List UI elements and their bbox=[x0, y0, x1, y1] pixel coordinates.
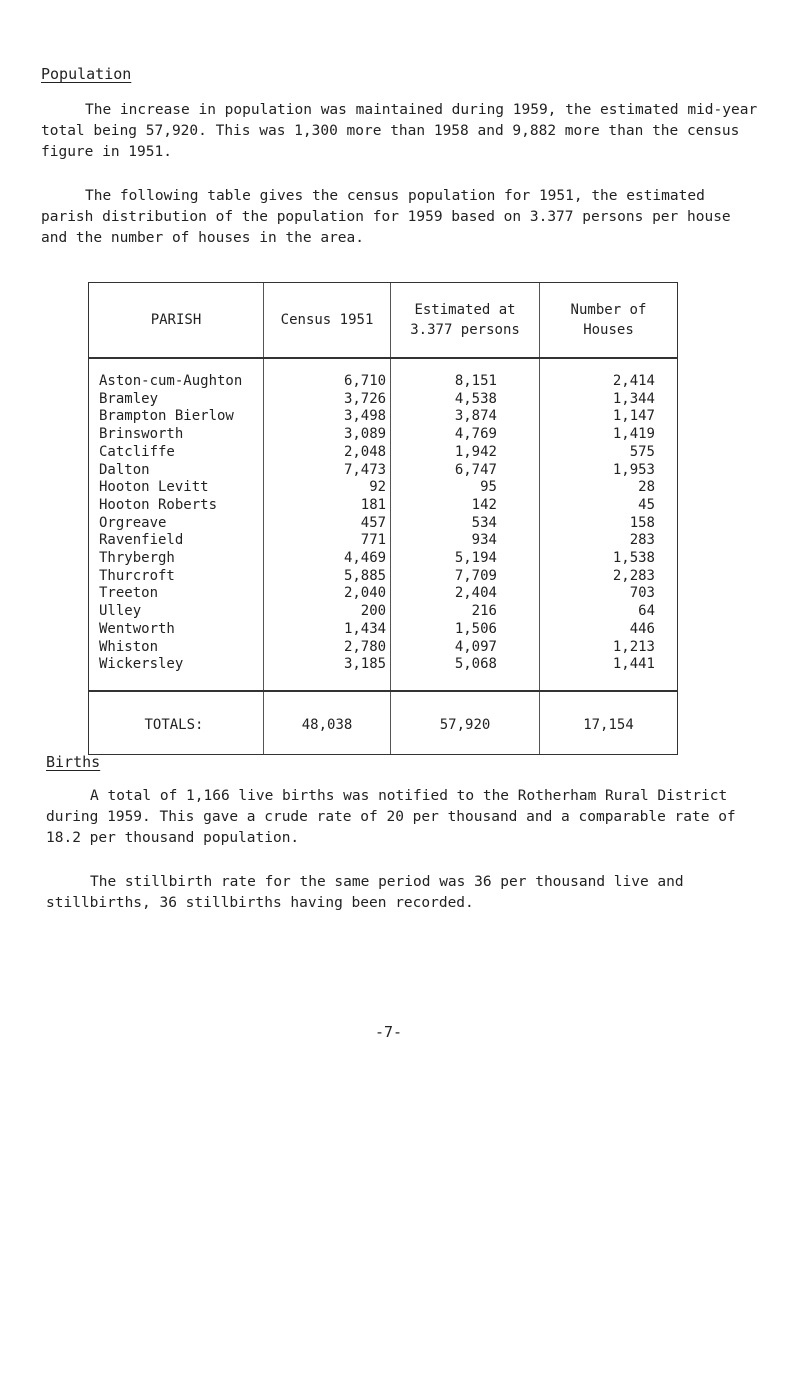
births-heading: Births bbox=[46, 753, 101, 771]
census-cell: 3,089 bbox=[263, 426, 390, 444]
census-cell: 1,434 bbox=[263, 621, 390, 639]
table-row bbox=[89, 426, 678, 444]
parish-cell: Thurcroft bbox=[89, 568, 264, 586]
estimated-cell: 95 bbox=[391, 479, 540, 497]
census-cell: 200 bbox=[263, 603, 390, 621]
parish-cell: Orgreave bbox=[89, 515, 264, 533]
houses-cell: 446 bbox=[539, 621, 677, 639]
table-row bbox=[89, 550, 678, 568]
parish-cell: Catcliffe bbox=[89, 444, 264, 462]
table-row bbox=[89, 408, 678, 426]
houses-cell: 283 bbox=[539, 532, 677, 550]
parish-cell: Hooton Levitt bbox=[89, 479, 264, 497]
houses-cell: 2,414 bbox=[539, 358, 677, 391]
header-number-of-houses: Number of Houses bbox=[539, 283, 677, 359]
parish-cell: Bramley bbox=[89, 391, 264, 409]
census-cell: 181 bbox=[263, 497, 390, 515]
census-cell: 3,185 bbox=[263, 656, 390, 691]
census-cell: 5,885 bbox=[263, 568, 390, 586]
parish-cell: Hooton Roberts bbox=[89, 497, 264, 515]
houses-cell: 28 bbox=[539, 479, 677, 497]
houses-cell: 1,953 bbox=[539, 462, 677, 480]
page-number: -7- bbox=[375, 1023, 403, 1041]
header-estimated: Estimated at 3.377 persons bbox=[391, 283, 540, 359]
parish-cell: Ulley bbox=[89, 603, 264, 621]
parish-cell: Thrybergh bbox=[89, 550, 264, 568]
table-row bbox=[89, 656, 678, 691]
table-row bbox=[89, 532, 678, 550]
houses-cell: 575 bbox=[539, 444, 677, 462]
parish-cell: Wentworth bbox=[89, 621, 264, 639]
estimated-cell: 2,404 bbox=[391, 585, 540, 603]
table-row bbox=[89, 497, 678, 515]
population-heading: Population bbox=[41, 65, 132, 83]
estimated-cell: 3,874 bbox=[391, 408, 540, 426]
estimated-cell: 1,506 bbox=[391, 621, 540, 639]
estimated-cell: 4,538 bbox=[391, 391, 540, 409]
table-row bbox=[89, 479, 678, 497]
parish-cell: Wickersley bbox=[89, 656, 264, 691]
census-cell: 6,710 bbox=[263, 358, 390, 391]
parish-cell: Dalton bbox=[89, 462, 264, 480]
table-row bbox=[89, 603, 678, 621]
estimated-cell: 216 bbox=[391, 603, 540, 621]
estimated-cell: 6,747 bbox=[391, 462, 540, 480]
table-row bbox=[89, 444, 678, 462]
houses-cell: 64 bbox=[539, 603, 677, 621]
estimated-cell: 1,942 bbox=[391, 444, 540, 462]
census-cell: 4,469 bbox=[263, 550, 390, 568]
census-cell: 3,498 bbox=[263, 408, 390, 426]
parish-cell: Treeton bbox=[89, 585, 264, 603]
parish-cell: Aston-cum-Aughton bbox=[89, 358, 264, 391]
houses-cell: 2,283 bbox=[539, 568, 677, 586]
estimated-cell: 142 bbox=[391, 497, 540, 515]
estimated-cell: 934 bbox=[391, 532, 540, 550]
table-row bbox=[89, 462, 678, 480]
houses-cell: 158 bbox=[539, 515, 677, 533]
births-paragraph-2: The stillbirth rate for the same period was 36 per thousand live and stillbirths, 36 stillbirths having been recorded. bbox=[46, 874, 684, 911]
totals-estimated: 57,920 bbox=[391, 691, 540, 755]
population-paragraph-2: The following table gives the census population for 1951, the estimated parish distribution of the population for 1959 based on 3.377 persons per house and the number of houses in the area. bbox=[41, 188, 731, 246]
houses-cell: 1,344 bbox=[539, 391, 677, 409]
census-cell: 2,040 bbox=[263, 585, 390, 603]
houses-cell: 1,419 bbox=[539, 426, 677, 444]
totals-label: TOTALS: bbox=[89, 691, 264, 755]
census-cell: 2,048 bbox=[263, 444, 390, 462]
header-parish: PARISH bbox=[89, 283, 264, 359]
estimated-cell: 5,068 bbox=[391, 656, 540, 691]
parish-cell: Whiston bbox=[89, 639, 264, 657]
estimated-cell: 4,097 bbox=[391, 639, 540, 657]
table-row bbox=[89, 639, 678, 657]
parish-cell: Brinsworth bbox=[89, 426, 264, 444]
estimated-cell: 4,769 bbox=[391, 426, 540, 444]
table-row bbox=[89, 621, 678, 639]
table-row bbox=[89, 391, 678, 409]
estimated-cell: 7,709 bbox=[391, 568, 540, 586]
totals-row bbox=[89, 691, 678, 755]
houses-cell: 1,213 bbox=[539, 639, 677, 657]
table-row bbox=[89, 568, 678, 586]
census-cell: 92 bbox=[263, 479, 390, 497]
table-row bbox=[89, 515, 678, 533]
census-cell: 771 bbox=[263, 532, 390, 550]
census-cell: 7,473 bbox=[263, 462, 390, 480]
houses-cell: 45 bbox=[539, 497, 677, 515]
estimated-cell: 5,194 bbox=[391, 550, 540, 568]
totals-census: 48,038 bbox=[263, 691, 390, 755]
houses-cell: 1,538 bbox=[539, 550, 677, 568]
births-paragraph-1: A total of 1,166 live births was notified to the Rotherham Rural District during 1959. This gave a crude rate of 20 per thousand and a comparable rate of 18.2 per thousand population. bbox=[46, 788, 736, 846]
totals-houses: 17,154 bbox=[539, 691, 677, 755]
parish-cell: Ravenfield bbox=[89, 532, 264, 550]
census-cell: 3,726 bbox=[263, 391, 390, 409]
table-row bbox=[89, 585, 678, 603]
population-paragraph-1: The increase in population was maintained during 1959, the estimated mid-year total being 57,920. This was 1,300 more than 1958 and 9,882 more than the census figure in 1951. bbox=[41, 102, 758, 160]
table-row bbox=[89, 358, 678, 391]
houses-cell: 1,147 bbox=[539, 408, 677, 426]
table-header-row bbox=[89, 283, 678, 359]
parish-cell: Brampton Bierlow bbox=[89, 408, 264, 426]
estimated-cell: 8,151 bbox=[391, 358, 540, 391]
houses-cell: 1,441 bbox=[539, 656, 677, 691]
census-cell: 457 bbox=[263, 515, 390, 533]
houses-cell: 703 bbox=[539, 585, 677, 603]
census-cell: 2,780 bbox=[263, 639, 390, 657]
census-table bbox=[88, 282, 678, 755]
estimated-cell: 534 bbox=[391, 515, 540, 533]
header-census-1951: Census 1951 bbox=[263, 283, 390, 359]
